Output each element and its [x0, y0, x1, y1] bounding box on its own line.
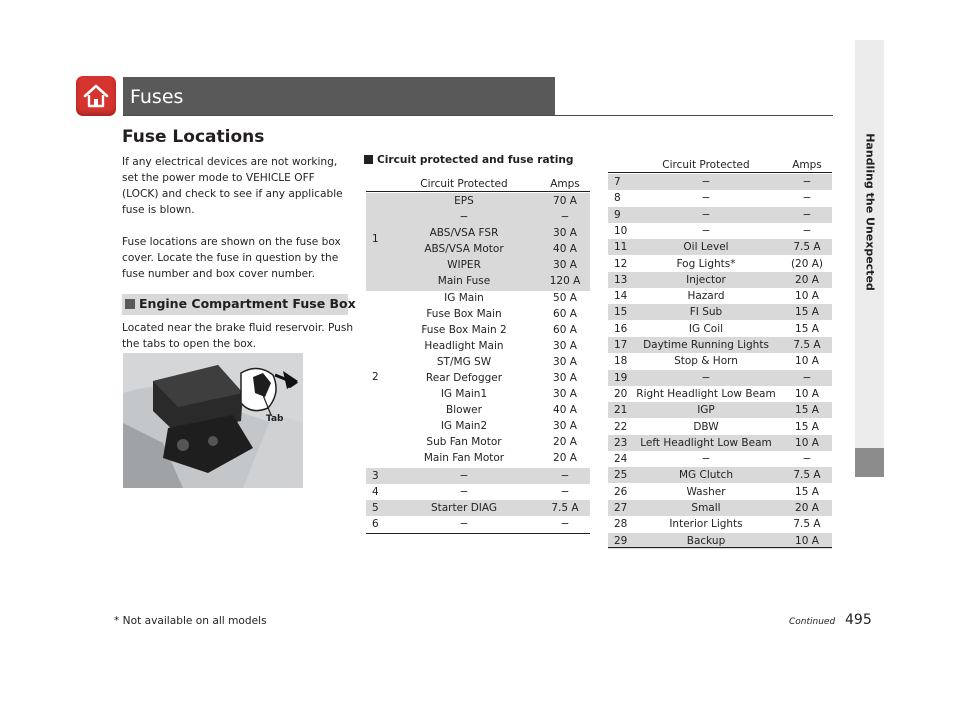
amps-cell: 10 A [795, 355, 819, 368]
table-row [608, 516, 832, 532]
fuse-number: 2 [372, 371, 379, 383]
fuse-table-1 [366, 176, 590, 536]
fuse-number: 29 [614, 534, 628, 547]
table-row [608, 174, 832, 190]
table-row [366, 484, 590, 500]
page-title-bar [123, 77, 555, 115]
table-row [366, 418, 590, 434]
fuse-number: 18 [614, 355, 628, 368]
footnote: * Not available on all models [114, 615, 267, 627]
circuit-cell: Blower [446, 404, 482, 416]
fuse-number: 13 [614, 273, 628, 286]
fuse-number: 17 [614, 339, 628, 351]
table-row [366, 402, 590, 418]
circuit-cell: Rear Defogger [425, 372, 503, 384]
circuit-cell: − [701, 224, 711, 237]
amps-cell: 20 A [553, 452, 577, 464]
section-heading: Fuse Locations [122, 127, 265, 147]
chapter-side-tab-label: Handling the Unexpected [863, 133, 877, 291]
fuse-number: 10 [614, 224, 628, 237]
circuit-cell: Left Headlight Low Beam [640, 436, 772, 449]
table-row [608, 256, 832, 272]
circuit-cell: Backup [686, 534, 726, 547]
chapter-side-tab-marker [855, 448, 884, 477]
fuse-number: 23 [614, 436, 628, 449]
table-row [366, 468, 590, 484]
title-divider [123, 115, 833, 116]
amps-cell: 30 A [553, 340, 577, 352]
circuit-cell: IG Main1 [440, 388, 488, 400]
circuit-cell: ABS/VSA Motor [424, 243, 504, 255]
circuit-cell: Fuse Box Main 2 [421, 324, 507, 336]
table-row [608, 207, 832, 223]
subsection-heading-bar [122, 294, 356, 315]
fuse-number: 28 [614, 518, 628, 531]
circuit-cell: − [459, 211, 469, 223]
circuit-cell: − [701, 192, 711, 205]
table-row [366, 306, 590, 322]
column-header-circuit: Circuit Protected [662, 159, 750, 171]
amps-cell: − [802, 192, 812, 205]
table-row [366, 257, 590, 273]
intro-paragraph: Fuse locations are shown on the fuse box cover. Locate the fuse in question by the fuse number and box cover number. [122, 236, 341, 280]
figure-callout-tab: Tab [266, 414, 284, 424]
circuit-cell: IG Main [444, 292, 484, 304]
table-row [608, 484, 832, 500]
circuit-cell: Washer [686, 485, 726, 498]
circuit-cell: DBW [693, 420, 719, 433]
circuit-cell: Main Fan Motor [423, 452, 505, 464]
fuse-number: 7 [614, 176, 621, 188]
table-row [366, 338, 590, 354]
fuse-number: 15 [614, 306, 628, 319]
column-header-amps: Amps [550, 178, 580, 190]
table-row [366, 241, 590, 257]
amps-cell: − [802, 176, 812, 188]
square-bullet-icon [125, 299, 135, 309]
circuit-cell: − [701, 176, 711, 188]
fuse-number: 25 [614, 469, 628, 482]
square-bullet-icon [364, 155, 373, 164]
amps-cell: − [560, 470, 570, 482]
fuse-number: 27 [614, 502, 628, 514]
fuse-number: 24 [614, 453, 628, 466]
fuse-number: 9 [614, 208, 621, 221]
table-row [608, 353, 832, 369]
amps-cell: 7.5 A [793, 241, 821, 254]
table-row [366, 450, 590, 466]
fuse-number: 11 [614, 241, 628, 254]
fuse-number: 21 [614, 404, 628, 417]
amps-cell: 10 A [795, 436, 819, 449]
intro-text [122, 154, 354, 298]
page-number: 495 [845, 612, 872, 628]
fuse-number: 6 [372, 518, 379, 530]
fuse-number: 20 [614, 387, 628, 400]
circuit-cell: Oil Level [683, 241, 729, 254]
circuit-cell: ABS/VSA FSR [429, 227, 499, 239]
fuse-number: 14 [614, 290, 628, 303]
table-row [366, 386, 590, 402]
fuse-number: 19 [614, 371, 628, 384]
table-bottom-rule [608, 547, 832, 548]
circuit-cell: IGP [697, 404, 715, 417]
amps-cell: 30 A [553, 420, 577, 432]
circuit-cell: WIPER [447, 259, 481, 271]
circuit-cell: Sub Fan Motor [426, 436, 502, 448]
amps-cell: 7.5 A [551, 502, 579, 514]
table-row [366, 225, 590, 241]
table-row [608, 451, 832, 467]
fuse-number: 5 [372, 502, 379, 514]
amps-cell: − [802, 208, 812, 221]
amps-cell: 15 A [795, 420, 819, 433]
amps-cell: − [802, 453, 812, 466]
fuse-number: 12 [614, 257, 628, 270]
table-row [366, 290, 590, 306]
table-row [608, 500, 832, 516]
circuit-cell: − [459, 518, 469, 530]
amps-cell: 40 A [553, 404, 577, 416]
fuse-number: 22 [614, 420, 628, 433]
fuse-number: 8 [614, 192, 621, 205]
amps-cell: 7.5 A [793, 339, 821, 351]
fuse-number: 3 [372, 470, 379, 482]
amps-cell: 20 A [795, 273, 819, 286]
circuit-cell: Interior Lights [669, 518, 743, 531]
table-row [608, 419, 832, 435]
amps-cell: 50 A [553, 292, 577, 304]
table-row [608, 239, 832, 255]
amps-cell: (20 A) [790, 257, 824, 270]
amps-cell: 30 A [553, 388, 577, 400]
table-row [366, 370, 590, 386]
location-text: Located near the brake fluid reservoir. Push the tabs to open the box. [122, 322, 354, 350]
table-row [608, 337, 832, 353]
circuit-cell: Small [691, 502, 721, 514]
table-row [366, 193, 590, 209]
amps-cell: 20 A [795, 502, 819, 514]
circuit-cell: Right Headlight Low Beam [636, 387, 776, 400]
amps-cell: 60 A [553, 324, 577, 336]
circuit-cell: EPS [454, 195, 474, 207]
table-row [608, 402, 832, 418]
intro-paragraph: If any electrical devices are not working, set the power mode to VEHICLE OFF (LOCK) and check to see if any applicable fuse is blown. [122, 156, 343, 216]
home-button[interactable] [76, 76, 116, 116]
amps-cell: − [560, 518, 570, 530]
amps-cell: 30 A [553, 259, 577, 271]
amps-cell: 15 A [795, 485, 819, 498]
fuse-number: 1 [372, 233, 379, 245]
amps-cell: 10 A [795, 387, 819, 400]
table-row [608, 223, 832, 239]
circuit-cell: Stop & Horn [674, 355, 738, 368]
table-row [608, 435, 832, 451]
amps-cell: 30 A [553, 372, 577, 384]
table-row [366, 500, 590, 516]
amps-cell: 120 A [549, 275, 581, 287]
table-row [366, 209, 590, 225]
amps-cell: − [802, 224, 812, 237]
circuit-cell: Headlight Main [424, 340, 504, 352]
circuit-cell: − [459, 470, 469, 482]
amps-cell: 10 A [795, 534, 819, 547]
amps-cell: − [560, 211, 570, 223]
amps-cell: 10 A [795, 290, 819, 303]
table-row [366, 516, 590, 532]
circuit-cell: MG Clutch [679, 469, 733, 482]
subsection-heading: Engine Compartment Fuse Box [139, 296, 356, 311]
table-row [366, 434, 590, 450]
table-bottom-rule [366, 533, 590, 534]
amps-cell: 15 A [795, 306, 819, 319]
circuit-cell: − [459, 486, 469, 498]
circuit-cell: − [701, 453, 711, 466]
circuit-cell: Fuse Box Main [426, 308, 502, 320]
table-row [608, 272, 832, 288]
fuse-number: 4 [372, 486, 379, 498]
circuit-cell: Hazard [687, 290, 725, 303]
table-header [608, 157, 832, 173]
circuit-cell: IG Main2 [440, 420, 488, 432]
circuit-cell: Fog Lights* [676, 257, 736, 270]
circuit-cell: − [701, 208, 711, 221]
circuit-cell: Daytime Running Lights [643, 339, 769, 351]
table-row [608, 386, 832, 402]
table-row [608, 321, 832, 337]
home-icon [81, 81, 111, 111]
circuit-cell: Main Fuse [437, 275, 491, 287]
column-header-circuit: Circuit Protected [420, 178, 508, 190]
amps-cell: 20 A [553, 436, 577, 448]
amps-cell: − [560, 486, 570, 498]
fuse-number: 16 [614, 322, 628, 335]
table-row [608, 288, 832, 304]
amps-cell: 30 A [553, 356, 577, 368]
amps-cell: 40 A [553, 243, 577, 255]
amps-cell: 60 A [553, 308, 577, 320]
table-row [608, 467, 832, 483]
table-row [608, 370, 832, 386]
amps-cell: 70 A [553, 195, 577, 207]
amps-cell: 30 A [553, 227, 577, 239]
continued-label: Continued [789, 617, 836, 627]
table-row [366, 322, 590, 338]
amps-cell: − [802, 371, 812, 384]
amps-cell: 15 A [795, 322, 819, 335]
circuit-cell: ST/MG SW [436, 356, 492, 368]
fuse-table-2 [608, 157, 832, 549]
rating-title-text: Circuit protected and fuse rating [377, 154, 574, 166]
rating-title [364, 154, 573, 166]
table-header [366, 176, 590, 192]
table-row [608, 190, 832, 206]
table-row [366, 354, 590, 370]
circuit-cell: Injector [686, 273, 726, 286]
column-header-amps: Amps [792, 159, 822, 171]
table-row [608, 304, 832, 320]
fuse-number: 26 [614, 485, 628, 498]
amps-cell: 7.5 A [793, 518, 821, 531]
circuit-cell: IG Coil [688, 322, 724, 335]
amps-cell: 15 A [795, 404, 819, 417]
circuit-cell: FI Sub [689, 306, 723, 319]
circuit-cell: − [701, 371, 711, 384]
table-row [366, 273, 590, 289]
page-title: Fuses [130, 86, 184, 108]
circuit-cell: Starter DIAG [430, 502, 498, 514]
amps-cell: 7.5 A [793, 469, 821, 482]
